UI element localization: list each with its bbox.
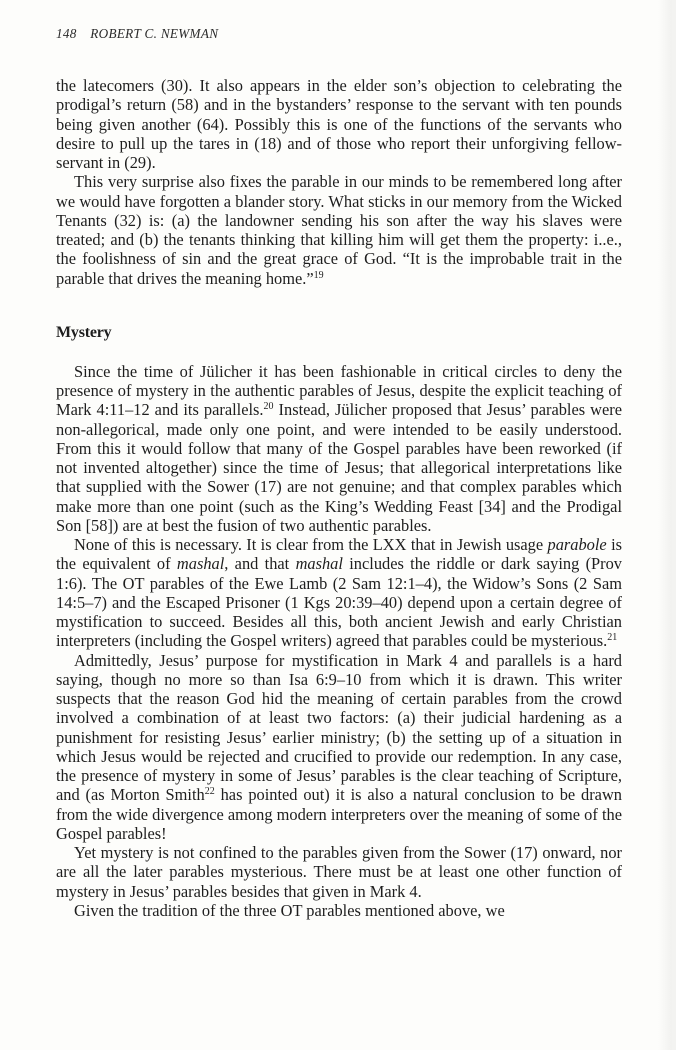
- running-head: [56, 26, 218, 42]
- page-number: 148: [56, 26, 77, 41]
- section-heading-mystery: Mystery: [56, 323, 112, 341]
- footnote-ref-21[interactable]: 21: [607, 632, 618, 644]
- paragraph-given-tradition: Given the tradition of the three OT parables mentioned above, we: [74, 900, 505, 920]
- paragraph-surprise: This very surprise also fixes the parable in our minds to be remembered long after we would have forgotten a blander story. What sticks in our memory from the Wicked Tenants (32) is: (a) the landowner sending his son after the way his slaves were treated; and (b) the tenants thinking that killing him will get them the property: i..e., the foolishness of sin and the great grace of God. “It is the improbable trait in the parable that drives the meaning home.”$^{19}$: [56, 172, 622, 288]
- term-parabole: parabole: [547, 535, 607, 554]
- term-mashal: mashal: [176, 554, 225, 574]
- paragraph-admittedly: Admittedly, Jesus’ purpose for mystification in Mark 4 and parallels is a hard saying, though no more so than Isa 6:9–10 from which it is drawn. This writer suspects that the reason God hid the meaning of certain parables from the crowd involved a combination of at least two factors: (a) their judicial hardening as a punishment for resisting Jesus’ earlier ministry; (b) the setting up of a situation in which Jesus would be rejected and crucified to provide our redemption. In any case, the presence of mystery in some of Jesus’ parables is the clear teaching of Scripture, and (as Morton Smith$^{22}$ has pointed out) it is also a natural conclusion to be drawn from the wide divergence among modern interpreters over the meaning of some of the Gospel parables!: [56, 650, 622, 843]
- section-gap: [56, 342, 622, 362]
- paragraph-continued: the latecomers (30). It also appears in the elder son’s objection to celebrating the prodigal’s return (58) and in the bystanders’ response to the servant with ten pounds being given another (64). Possibly this is one of the functions of the servants who desire to pull up the tares in (18) and of those who report their unforgiving fellow-servant in (29).: [56, 76, 622, 172]
- paragraph-julicher: Since the time of Jülicher it has been fashionable in critical circles to deny the presence of mystery in the authentic parables of Jesus, despite the explicit teaching of Mark 4:11–12 and its parallels.$^{20}$ Instead, Jülicher proposed that Jesus’ parables were non-allegorical, made only one point, and were intended to be easily understood. From this it would follow that many of the Gospel parables have been reworked (if not invented altogether) since the time of Jesus; that allegorical interpretations like that supplied with the Sower (17) are not genuine; and that complex parables which make more than one point (such as the King’s Wedding Feast [34] and the Prodigal Son [58]) are at best the fusion of two authentic parables.: [56, 361, 623, 535]
- running-head-author: ROBERT C. NEWMAN: [90, 26, 219, 41]
- footnote-ref-20[interactable]: 20: [263, 401, 274, 413]
- term-mashal-2: mashal: [295, 554, 343, 574]
- footnote-ref-19[interactable]: 19: [313, 269, 324, 281]
- footnote-ref-22[interactable]: 22: [204, 786, 215, 798]
- paragraph-none-necessary: None of this is necessary. It is clear from the LXX that in Jewish usage parabole is the equivalent of mashal, and that mashal includes the riddle or dark saying (Prov 1:6). The OT parables of the Ewe Lamb (2 Sam 12:1–4), the Widow’s Sons (2 Sam 14:5–7) and the Escaped Prisoner (1 Kgs 20:39–40) depend upon a certain degree of mystification to succeed. Besides all this, both ancient Jewish and early Christian interpreters (including the Gospel writers) agreed that parables could be mysterious.$^{21}$: [56, 535, 622, 651]
- page-edge-shadow: [658, 0, 676, 1050]
- body-text: [56, 76, 622, 920]
- paragraph-yet-mystery: Yet mystery is not confined to the parables given from the Sower (17) onward, nor are all the later parables mysterious. There must be at least one other function of mystery in Jesus’ parables besides that given in Mark 4.: [56, 843, 622, 901]
